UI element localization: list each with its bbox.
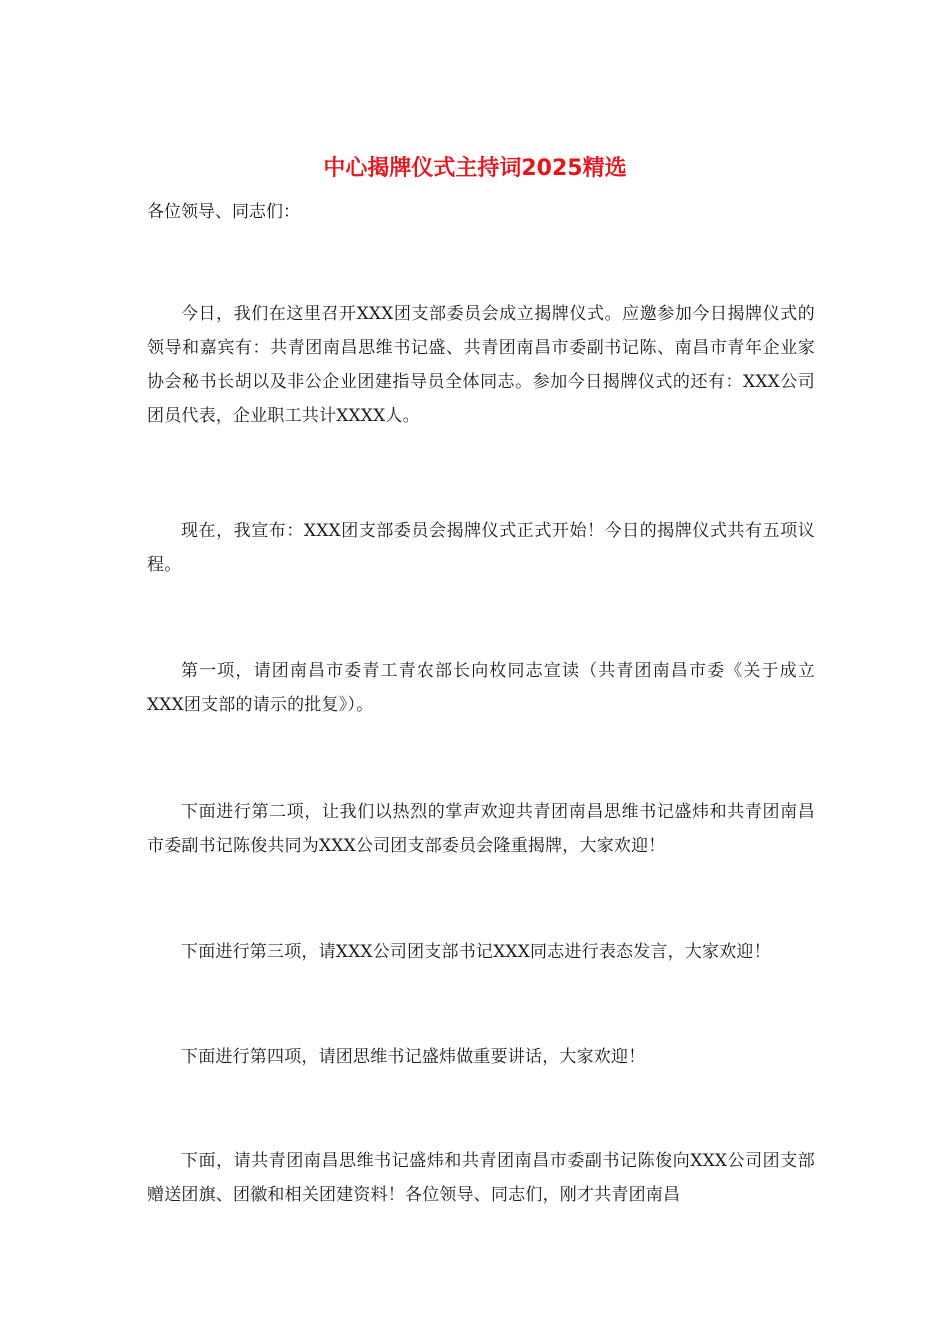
greeting-line: 各位领导、同志们： <box>147 202 300 222</box>
document-title: 中心揭牌仪式主持词2025精选 <box>323 156 627 181</box>
paragraph: 现在，我宣布：XXX团支部委员会揭牌仪式正式开始！今日的揭牌仪式共有五项议程。 <box>147 521 815 575</box>
paragraph: 下面，请共青团南昌思维书记盛炜和共青团南昌市委副书记陈俊向XXX公司团支部赠送团旗、团徽和相关团建资料！各位领导、同志们，刚才共青团南昌 <box>147 1151 815 1205</box>
paragraph: 下面进行第二项，让我们以热烈的掌声欢迎共青团南昌思维书记盛炜和共青团南昌市委副书记陈俊共同为XXX公司团支部委员会隆重揭牌，大家欢迎！ <box>147 802 815 856</box>
paragraph: 下面进行第四项，请团思维书记盛炜做重要讲话，大家欢迎！ <box>181 1047 646 1067</box>
paragraph: 第一项，请团南昌市委青工青农部长向枚同志宣读（共青团南昌市委《关于成立XXX团支部的请示的批复》）。 <box>147 661 815 715</box>
paragraph: 下面进行第三项，请XXX公司团支部书记XXX同志进行表态发言，大家欢迎！ <box>181 942 771 962</box>
paragraph: 今日，我们在这里召开XXX团支部委员会成立揭牌仪式。应邀参加今日揭牌仪式的领导和嘉宾有：共青团南昌思维书记盛、共青团南昌市委副书记陈、南昌市青年企业家协会秘书长胡以及非公企业团建指导员全体同志。参加今日揭牌仪式的还有：XXX公司团员代表，企业职工共计XXXX人。 <box>147 304 815 426</box>
